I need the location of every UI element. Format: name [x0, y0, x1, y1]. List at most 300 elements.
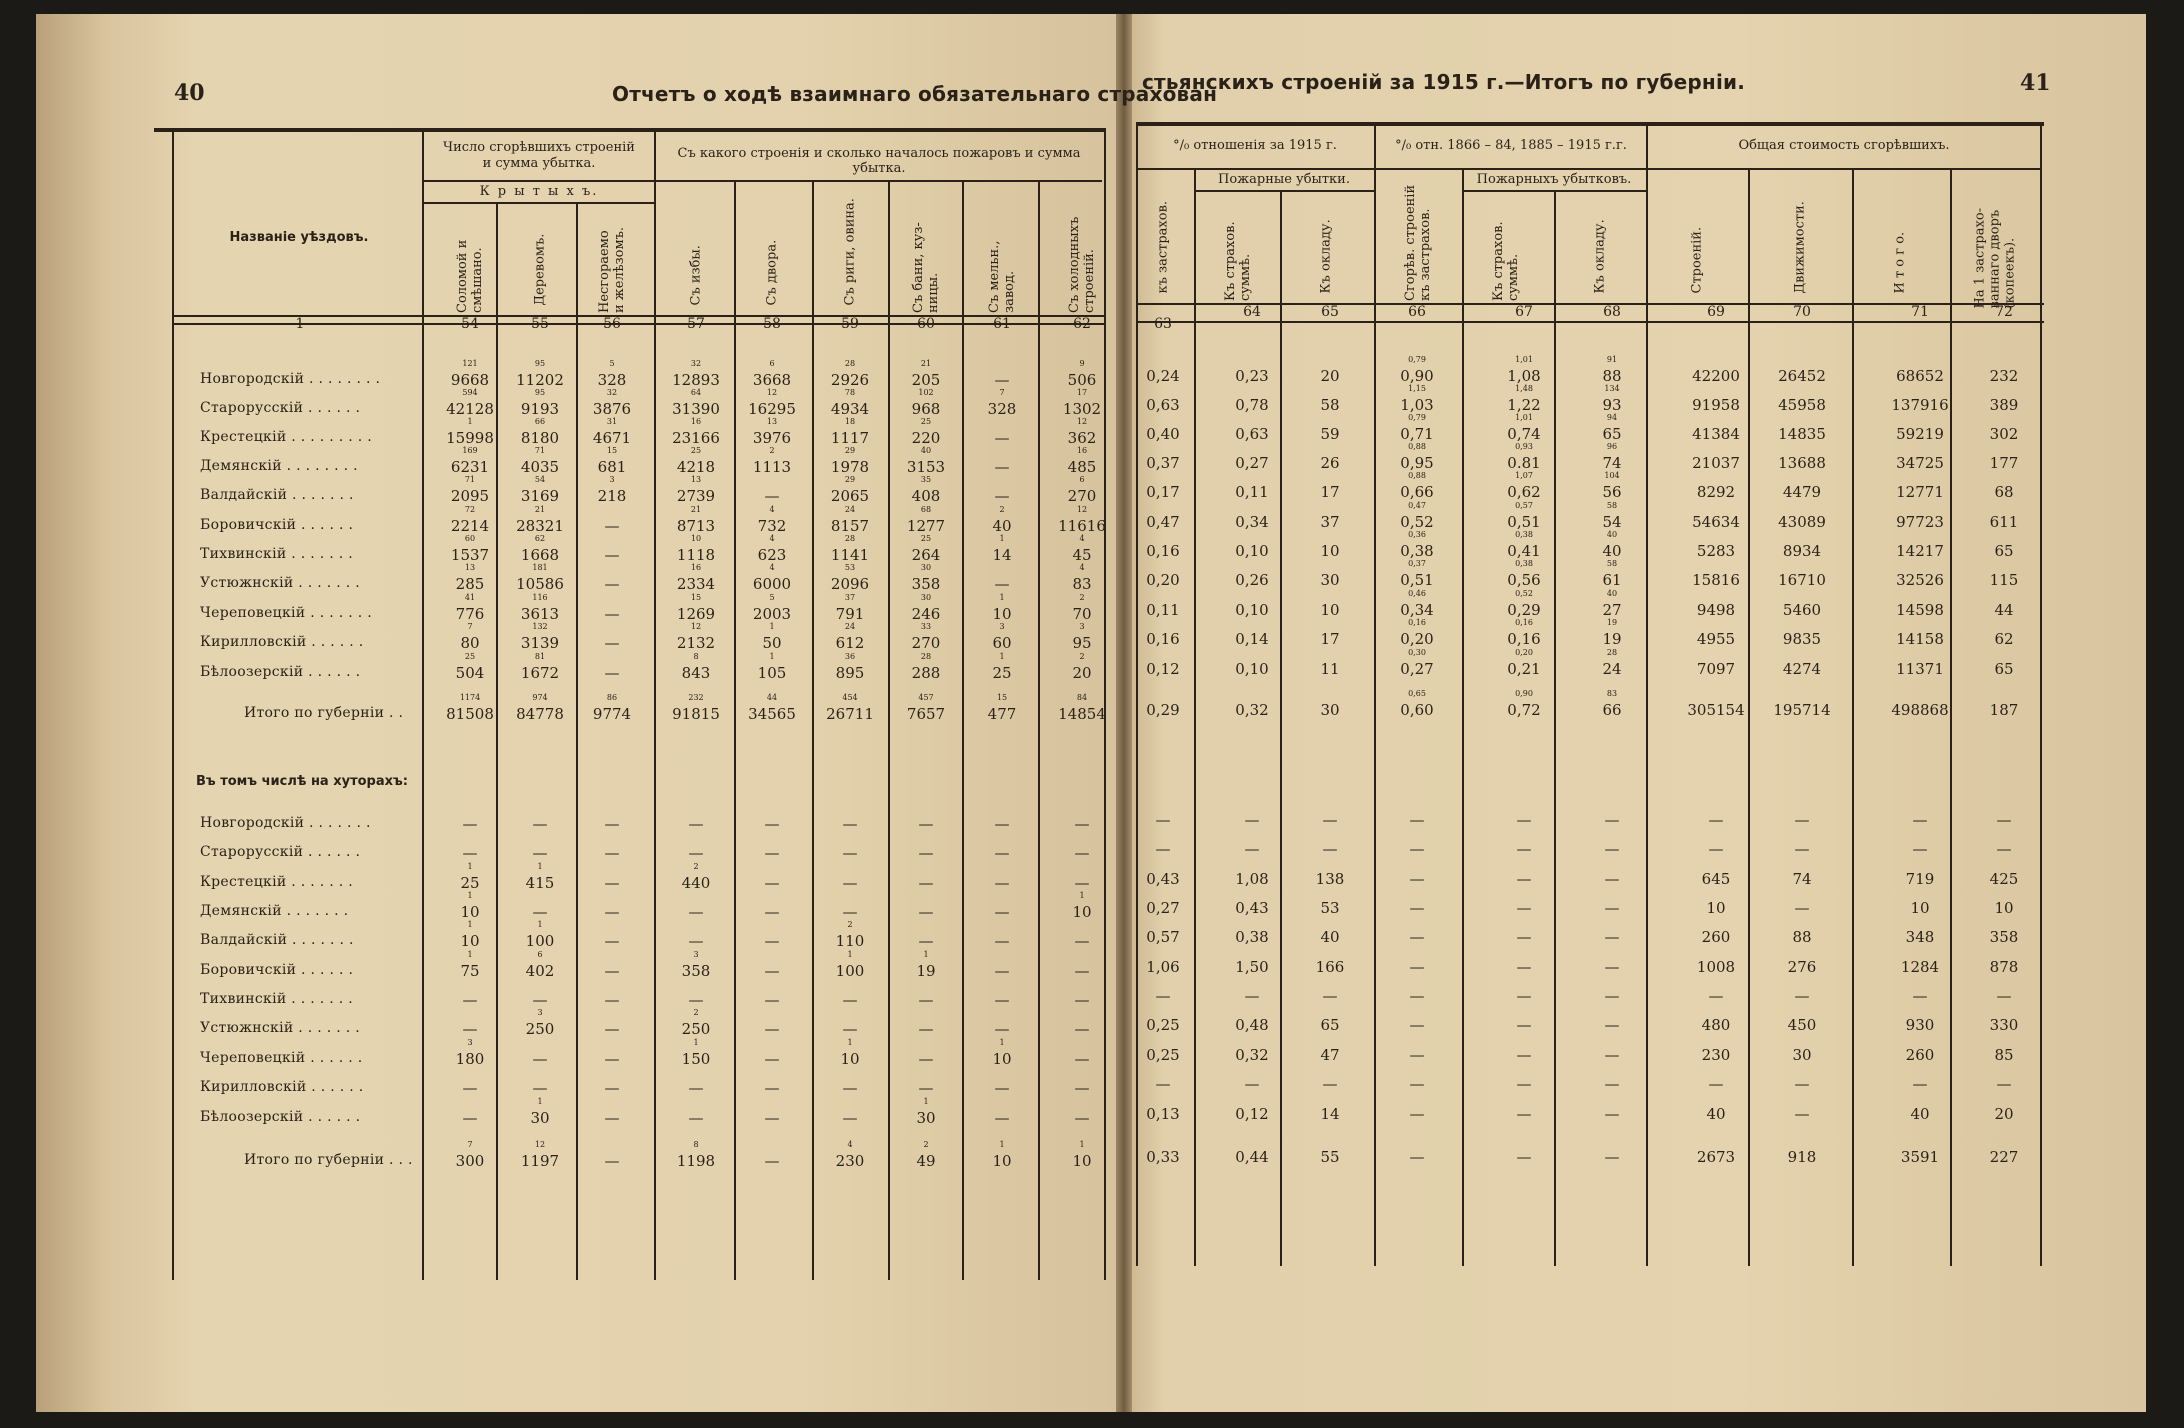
row-sup-67: 1,01	[1515, 355, 1533, 364]
row-cell-56: 218	[597, 487, 627, 505]
row-cell-60: 408	[911, 487, 941, 505]
row-cell-64: 0,63	[1235, 425, 1269, 443]
khutor-row-cell-54: 300	[455, 1152, 485, 1170]
row-cell-70: 8934	[1782, 542, 1822, 560]
khutor-row-cell-61: —	[994, 962, 1010, 980]
row-sup-59: 53	[844, 563, 856, 572]
khutor-row-cell-60: —	[918, 815, 934, 833]
khutor-row-cell-58: —	[764, 874, 780, 892]
khutor-row-cell-71: 10	[1910, 899, 1930, 917]
khutor-row-cell-65: 53	[1320, 899, 1340, 917]
row-sup-58: 1	[769, 652, 775, 661]
row-cell-68: 61	[1602, 571, 1622, 589]
row-name: Старорусскій . . . . . .	[200, 400, 361, 416]
row-sup-60: 102	[918, 388, 934, 397]
row-cell-56: —	[604, 664, 620, 682]
khutor-row-cell-54: 25	[460, 874, 480, 892]
row-cell-55: 3139	[520, 634, 560, 652]
khutor-row-cell-54: —	[462, 991, 478, 1009]
row-cell-69: 54634	[1692, 513, 1740, 531]
khutor-row-cell-68: —	[1604, 987, 1620, 1005]
khutor-row-cell-57: 250	[681, 1020, 711, 1038]
row-sup-61: 1	[999, 652, 1005, 661]
khutor-row-sup-55: 1	[537, 920, 543, 929]
khutor-row-sup-54: 7	[467, 1140, 473, 1149]
khutor-heading: Въ томъ числѣ на хуторахъ:	[196, 774, 408, 789]
khutor-row-cell-54: —	[462, 1109, 478, 1127]
row-name: Череповецкій . . . . . . .	[200, 605, 372, 621]
row-cell-59: 2926	[830, 371, 870, 389]
khutor-row-name: Итого по губерніи . . .	[244, 1152, 413, 1168]
khutor-row-cell-71: 930	[1905, 1016, 1935, 1034]
row-sup-62: 12	[1076, 417, 1088, 426]
khutor-row-cell-72: —	[1996, 987, 2012, 1005]
row-cell-66: 0,95	[1400, 454, 1434, 472]
row-name: Итого по губерніи . .	[244, 705, 404, 721]
khutor-row-sup-59: 2	[847, 920, 853, 929]
row-cell-59: 895	[835, 664, 865, 682]
khutor-row-cell-57: 440	[681, 874, 711, 892]
khutor-row-name: Кирилловскій . . . . . .	[200, 1079, 364, 1095]
column-rule	[422, 132, 424, 1280]
row-cell-72: 389	[1989, 396, 2019, 414]
row-sup-58: 6	[769, 359, 775, 368]
khutor-row-sup-60: 2	[923, 1140, 929, 1149]
row-cell-65: 17	[1320, 483, 1340, 501]
khutor-row-cell-67: —	[1516, 870, 1532, 888]
burned-group-header-1: Число сгорѣвшихъ строеній	[443, 140, 635, 155]
column-number: 62	[1073, 316, 1091, 332]
khutor-row-cell-72: 227	[1989, 1148, 2019, 1166]
row-cell-57: 4218	[676, 458, 716, 476]
khutor-row-cell-69: 230	[1701, 1046, 1731, 1064]
khutor-row-sup-61: 1	[999, 1140, 1005, 1149]
khutor-row-cell-54: 10	[460, 932, 480, 950]
row-sup-67: 0,16	[1515, 618, 1533, 627]
column-rule	[1374, 126, 1376, 1266]
khutor-row-cell-70: —	[1794, 811, 1810, 829]
row-cell-69: 9498	[1696, 601, 1736, 619]
khutor-row-cell-55: —	[532, 1079, 548, 1097]
row-sup-59: 29	[844, 446, 856, 455]
row-sup-68: 94	[1606, 413, 1618, 422]
khutor-row-name: Крестецкій . . . . . . .	[200, 874, 354, 890]
row-cell-66: 0,71	[1400, 425, 1434, 443]
khutor-row-cell-64: —	[1244, 1075, 1260, 1093]
khutor-row-cell-56: —	[604, 1020, 620, 1038]
row-cell-55: 9193	[520, 400, 560, 418]
khutor-row-name: Устюжнскій . . . . . . .	[200, 1020, 361, 1036]
column-number: 72	[1995, 304, 2013, 320]
krytykh-header: К р ы т ы х ъ.	[479, 184, 599, 199]
row-cell-71: 97723	[1896, 513, 1944, 531]
row-cell-58: 105	[757, 664, 787, 682]
khutor-row-cell-63: 0,33	[1146, 1148, 1180, 1166]
row-cell-62: 270	[1067, 487, 1097, 505]
row-cell-55: 84778	[516, 705, 564, 723]
column-number: 60	[917, 316, 935, 332]
row-cell-70: 26452	[1778, 367, 1826, 385]
row-cell-58: 34565	[748, 705, 796, 723]
khutor-row-cell-72: 20	[1994, 1105, 2014, 1123]
row-sup-60: 457	[918, 693, 934, 702]
row-sup-54: 594	[462, 388, 478, 397]
khutor-row-cell-70: —	[1794, 840, 1810, 858]
row-cell-69: 5283	[1696, 542, 1736, 560]
row-sup-58: 4	[769, 534, 775, 543]
khutor-row-cell-55: 415	[525, 874, 555, 892]
khutor-row-cell-64: 0,12	[1235, 1105, 1269, 1123]
row-sup-66: 0,88	[1408, 442, 1426, 451]
glong-header: °/₀ отн. 1866 – 84, 1885 – 1915 г.г.	[1395, 138, 1627, 153]
khutor-row-sup-62: 1	[1079, 1140, 1085, 1149]
khutor-row-cell-58: —	[764, 815, 780, 833]
column-rule	[1194, 170, 1196, 1266]
khutor-row-cell-66: —	[1409, 987, 1425, 1005]
khutor-row-cell-69: 2673	[1696, 1148, 1736, 1166]
khutor-row-cell-61: 10	[992, 1050, 1012, 1068]
khutor-row-sup-55: 12	[534, 1140, 546, 1149]
khutor-row-cell-60: —	[918, 903, 934, 921]
khutor-row-cell-67: —	[1516, 958, 1532, 976]
row-cell-61: 40	[992, 517, 1012, 535]
column-number: 59	[841, 316, 859, 332]
row-name: Бѣлоозерскій . . . . . .	[200, 664, 361, 680]
khutor-row-cell-71: —	[1912, 1075, 1928, 1093]
khutor-row-cell-55: 100	[525, 932, 555, 950]
khutor-row-cell-58: —	[764, 1152, 780, 1170]
khutor-row-cell-63: 0,25	[1146, 1016, 1180, 1034]
khutor-row-cell-61: —	[994, 932, 1010, 950]
column-rule	[2040, 126, 2042, 1266]
khutor-row-cell-58: —	[764, 1020, 780, 1038]
khutor-row-cell-69: 1008	[1696, 958, 1736, 976]
row-cell-59: 2096	[830, 575, 870, 593]
row-cell-67: 0,51	[1507, 513, 1541, 531]
row-sup-62: 17	[1076, 388, 1088, 397]
khutor-row-cell-56: —	[604, 874, 620, 892]
row-sup-58: 2	[769, 446, 775, 455]
khutor-row-cell-60: —	[918, 991, 934, 1009]
col-header-63: къ застрахов.	[1155, 200, 1171, 294]
column-rule	[496, 202, 498, 1280]
row-cell-65: 17	[1320, 630, 1340, 648]
row-cell-54: 1537	[450, 546, 490, 564]
khutor-row-cell-66: —	[1409, 1075, 1425, 1093]
row-cell-61: 14	[992, 546, 1012, 564]
khutor-row-cell-58: —	[764, 844, 780, 862]
row-cell-57: 1269	[676, 605, 716, 623]
col-header-60: Съ бани, куз-ницы.	[911, 222, 941, 313]
khutor-row-cell-68: —	[1604, 1148, 1620, 1166]
row-sup-58: 44	[766, 693, 778, 702]
khutor-row-cell-57: —	[688, 815, 704, 833]
column-number: 64	[1243, 304, 1261, 320]
column-rule	[888, 182, 890, 1280]
row-sup-62: 3	[1079, 622, 1085, 631]
row-cell-60: 264	[911, 546, 941, 564]
row-cell-70: 4479	[1782, 483, 1822, 501]
khutor-row-cell-56: —	[604, 903, 620, 921]
khutor-row-cell-68: —	[1604, 1046, 1620, 1064]
row-cell-69: 42200	[1692, 367, 1740, 385]
khutor-row-cell-68: —	[1604, 928, 1620, 946]
column-rule	[1136, 126, 1138, 1266]
khutor-row-cell-71: —	[1912, 987, 1928, 1005]
row-sup-60: 33	[920, 622, 932, 631]
row-sup-59: 28	[844, 534, 856, 543]
khutor-row-cell-68: —	[1604, 840, 1620, 858]
khutor-row-sup-59: 1	[847, 1038, 853, 1047]
khutor-row-cell-56: —	[604, 844, 620, 862]
row-sup-55: 71	[534, 446, 546, 455]
row-name: Новгородскій . . . . . . . .	[200, 371, 381, 387]
row-sup-62: 16	[1076, 446, 1088, 455]
row-sup-56: 31	[606, 417, 618, 426]
row-sup-55: 181	[532, 563, 548, 572]
row-cell-61: —	[994, 458, 1010, 476]
row-cell-64: 0,14	[1235, 630, 1269, 648]
khutor-row-cell-71: 3591	[1900, 1148, 1940, 1166]
row-cell-70: 5460	[1782, 601, 1822, 619]
row-cell-64: 0,34	[1235, 513, 1269, 531]
row-cell-57: 12893	[672, 371, 720, 389]
row-sup-59: 78	[844, 388, 856, 397]
khutor-row-cell-63: —	[1155, 987, 1171, 1005]
row-cell-69: 15816	[1692, 571, 1740, 589]
row-cell-61: —	[994, 371, 1010, 389]
column-number: 65	[1321, 304, 1339, 320]
row-cell-55: 1672	[520, 664, 560, 682]
khutor-row-cell-64: —	[1244, 811, 1260, 829]
row-cell-63: 0,20	[1146, 571, 1180, 589]
column-rule	[1038, 182, 1040, 1280]
row-sup-66: 0,65	[1408, 689, 1426, 698]
khutor-row-cell-63: 0,25	[1146, 1046, 1180, 1064]
khutor-row-cell-56: —	[604, 815, 620, 833]
row-sup-55: 66	[534, 417, 546, 426]
khutor-row-cell-65: —	[1322, 840, 1338, 858]
khutor-row-cell-69: 10	[1706, 899, 1726, 917]
col-header-72: На 1 застрахо-ваннаго дворъ (копеекъ).	[1972, 207, 2018, 309]
row-sup-68: 104	[1604, 471, 1620, 480]
row-cell-59: 2065	[830, 487, 870, 505]
khutor-row-name: Бѣлоозерскій . . . . . .	[200, 1109, 361, 1125]
row-cell-55: 10586	[516, 575, 564, 593]
row-cell-62: 14854	[1058, 705, 1106, 723]
row-cell-60: 1277	[906, 517, 946, 535]
row-cell-57: 2132	[676, 634, 716, 652]
row-cell-68: 19	[1602, 630, 1622, 648]
row-cell-68: 93	[1602, 396, 1622, 414]
column-number: 55	[531, 316, 549, 332]
khutor-row-sup-60: 1	[923, 1097, 929, 1106]
row-sup-59: 454	[842, 693, 858, 702]
khutor-row-cell-63: —	[1155, 840, 1171, 858]
khutor-row-cell-71: —	[1912, 840, 1928, 858]
khutor-row-cell-62: —	[1074, 1050, 1090, 1068]
glong-rule	[1376, 168, 1646, 170]
khutor-row-cell-60: —	[918, 874, 934, 892]
khutor-row-cell-55: 30	[530, 1109, 550, 1127]
row-cell-69: 21037	[1692, 454, 1740, 472]
row-name: Устюжнскій . . . . . . .	[200, 575, 361, 591]
row-sup-57: 10	[690, 534, 702, 543]
row-cell-70: 45958	[1778, 396, 1826, 414]
khutor-row-cell-59: —	[842, 903, 858, 921]
row-cell-69: 305154	[1687, 701, 1745, 719]
row-cell-62: 1302	[1062, 400, 1102, 418]
row-cell-56: —	[604, 605, 620, 623]
khutor-row-sup-57: 1	[693, 1038, 699, 1047]
row-cell-65: 58	[1320, 396, 1340, 414]
khutor-row-cell-56: —	[604, 991, 620, 1009]
row-cell-72: 65	[1994, 542, 2014, 560]
col-header-71: И т о г о.	[1892, 231, 1908, 294]
row-cell-71: 14158	[1896, 630, 1944, 648]
row-cell-65: 10	[1320, 542, 1340, 560]
khutor-row-cell-65: 55	[1320, 1148, 1340, 1166]
khutor-row-cell-58: —	[764, 991, 780, 1009]
row-cell-54: 6231	[450, 458, 490, 476]
khutor-row-cell-68: —	[1604, 811, 1620, 829]
khutor-row-cell-59: 10	[840, 1050, 860, 1068]
row-cell-63: 0,29	[1146, 701, 1180, 719]
khutor-row-cell-65: 40	[1320, 928, 1340, 946]
khutor-row-cell-57: —	[688, 903, 704, 921]
row-sup-60: 28	[920, 652, 932, 661]
g1915-rule	[1136, 168, 1374, 170]
khutor-row-cell-62: —	[1074, 815, 1090, 833]
row-cell-61: —	[994, 487, 1010, 505]
row-cell-56: 4671	[592, 429, 632, 447]
row-sup-68: 96	[1606, 442, 1618, 451]
row-sup-62: 9	[1079, 359, 1085, 368]
khutor-row-cell-57: —	[688, 1109, 704, 1127]
row-sup-56: 32	[606, 388, 618, 397]
khutor-row-cell-64: 1,50	[1235, 958, 1269, 976]
row-cell-68: 74	[1602, 454, 1622, 472]
row-sup-68: 91	[1606, 355, 1618, 364]
row-cell-67: 0,62	[1507, 483, 1541, 501]
row-cell-58: 1113	[752, 458, 792, 476]
krytykh-rule-bottom	[424, 202, 654, 204]
khutor-row-cell-72: 10	[1994, 899, 2014, 917]
khutor-row-cell-64: 0,48	[1235, 1016, 1269, 1034]
khutor-row-cell-70: 450	[1787, 1016, 1817, 1034]
row-sup-57: 32	[690, 359, 702, 368]
row-cell-66: 0,20	[1400, 630, 1434, 648]
origin-rule	[656, 180, 1102, 182]
row-cell-65: 20	[1320, 367, 1340, 385]
khutor-row-cell-59: 110	[835, 932, 865, 950]
khutor-row-cell-63: 0,27	[1146, 899, 1180, 917]
row-sup-57: 8	[693, 652, 699, 661]
row-cell-57: 91815	[672, 705, 720, 723]
col-header-65: Къ окладу.	[1318, 219, 1334, 294]
row-sup-58: 5	[769, 593, 775, 602]
row-cell-67: 0,41	[1507, 542, 1541, 560]
row-cell-60: 7657	[906, 705, 946, 723]
khutor-row-name: Тихвинскій . . . . . . .	[200, 991, 354, 1007]
row-cell-54: 15998	[446, 429, 494, 447]
khutor-row-cell-71: 348	[1905, 928, 1935, 946]
row-cell-62: 485	[1067, 458, 1097, 476]
row-cell-66: 0,90	[1400, 367, 1434, 385]
khutor-row-cell-69: —	[1708, 1075, 1724, 1093]
khutor-row-cell-58: —	[764, 932, 780, 950]
row-cell-65: 59	[1320, 425, 1340, 443]
column-number: 68	[1603, 304, 1621, 320]
row-cell-66: 0,66	[1400, 483, 1434, 501]
khutor-row-cell-54: —	[462, 1020, 478, 1038]
district-header-cell	[176, 132, 422, 314]
row-sup-57: 16	[690, 417, 702, 426]
khutor-row-cell-62: 10	[1072, 1152, 1092, 1170]
khutor-row-cell-65: 65	[1320, 1016, 1340, 1034]
row-cell-71: 32526	[1896, 571, 1944, 589]
row-cell-59: 4934	[830, 400, 870, 418]
khutor-row-cell-61: —	[994, 1109, 1010, 1127]
row-cell-56: 681	[597, 458, 627, 476]
row-name: Крестецкій . . . . . . . . .	[200, 429, 373, 445]
row-cell-63: 0,12	[1146, 660, 1180, 678]
row-cell-55: 1668	[520, 546, 560, 564]
khutor-row-cell-64: —	[1244, 987, 1260, 1005]
row-cell-67: 0.81	[1507, 454, 1541, 472]
khutor-row-cell-58: —	[764, 1050, 780, 1068]
khutor-row-name: Старорусскій . . . . . .	[200, 844, 361, 860]
khutor-row-cell-61: —	[994, 874, 1010, 892]
row-sup-67: 0,57	[1515, 501, 1533, 510]
khutor-row-cell-67: —	[1516, 1046, 1532, 1064]
khutor-row-cell-69: 645	[1701, 870, 1731, 888]
row-sup-55: 95	[534, 359, 546, 368]
column-rule	[1748, 168, 1750, 1266]
khutor-row-cell-66: —	[1409, 1016, 1425, 1034]
row-sup-62: 2	[1079, 593, 1085, 602]
row-cell-70: 14835	[1778, 425, 1826, 443]
row-cell-55: 8180	[520, 429, 560, 447]
khutor-row-cell-63: 0,13	[1146, 1105, 1180, 1123]
row-cell-56: 328	[597, 371, 627, 389]
gcost-rule	[1648, 168, 2040, 170]
khutor-row-cell-57: 1198	[676, 1152, 716, 1170]
column-number: 71	[1911, 304, 1929, 320]
column-rule	[576, 202, 578, 1280]
row-sup-60: 30	[920, 593, 932, 602]
khutor-row-cell-67: —	[1516, 1148, 1532, 1166]
row-cell-60: 968	[911, 400, 941, 418]
col-header-56: Несгораемо и желѣзомъ.	[597, 227, 627, 313]
column-rule	[1462, 170, 1464, 1266]
row-sup-68: 19	[1606, 618, 1618, 627]
book-fold	[1116, 14, 1132, 1412]
row-cell-55: 3169	[520, 487, 560, 505]
row-cell-63: 0,11	[1146, 601, 1180, 619]
khutor-row-cell-66: —	[1409, 1105, 1425, 1123]
khutor-row-cell-64: 0,44	[1235, 1148, 1269, 1166]
khutor-row-sup-54: 1	[467, 891, 473, 900]
khutor-row-cell-72: 358	[1989, 928, 2019, 946]
khutor-row-cell-57: —	[688, 844, 704, 862]
row-cell-64: 0,11	[1235, 483, 1269, 501]
row-cell-55: 3613	[520, 605, 560, 623]
khutor-row-name: Новгородскій . . . . . . .	[200, 815, 371, 831]
row-cell-58: 732	[757, 517, 787, 535]
khutor-row-cell-70: —	[1794, 1105, 1810, 1123]
row-cell-61: —	[994, 429, 1010, 447]
